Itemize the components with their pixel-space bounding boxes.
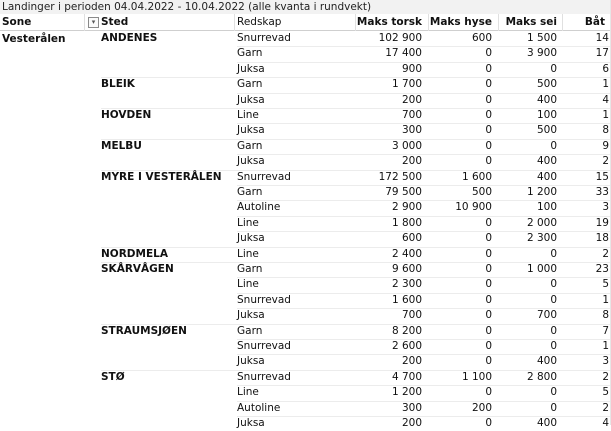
cell-bat: 2 — [602, 401, 609, 414]
column-divider — [84, 14, 85, 31]
cell-maks-hyse: 0 — [485, 247, 492, 260]
cell-maks-hyse: 0 — [485, 47, 492, 60]
cell-bat: 3 — [602, 201, 609, 214]
place-label: MELBU — [101, 139, 142, 152]
column-divider — [355, 14, 356, 31]
cell-bat: 3 — [602, 355, 609, 368]
place-label: STRAUMSJØEN — [101, 324, 187, 337]
cell-maks-sei: 0 — [550, 139, 557, 152]
cell-maks-hyse: 200 — [471, 401, 492, 414]
cell-bat: 18 — [595, 232, 609, 245]
row-divider — [101, 77, 611, 78]
cell-maks-torsk: 1 800 — [391, 216, 422, 229]
cell-bat: 19 — [595, 216, 609, 229]
cell-bat: 17 — [595, 47, 609, 60]
cell-bat: 5 — [602, 386, 609, 399]
place-label: STØ — [101, 370, 125, 383]
cell-maks-torsk: 200 — [401, 417, 422, 429]
cell-maks-hyse: 0 — [485, 216, 492, 229]
cell-maks-torsk: 700 — [401, 309, 422, 322]
cell-maks-sei: 1 200 — [526, 186, 557, 198]
cell-maks-hyse: 500 — [471, 186, 492, 198]
cell-redskap: Juksa — [237, 232, 265, 245]
cell-redskap: Line — [237, 247, 259, 260]
cell-maks-torsk: 8 200 — [391, 324, 422, 337]
cell-maks-sei: 400 — [536, 155, 557, 168]
cell-maks-hyse: 0 — [485, 309, 492, 322]
cell-maks-torsk: 2 600 — [391, 340, 422, 352]
cell-maks-torsk: 300 — [401, 124, 422, 137]
cell-bat: 23 — [595, 263, 609, 275]
cell-bat: 15 — [595, 170, 609, 183]
place-label: SKÅRVÅGEN — [101, 263, 174, 275]
cell-maks-sei: 0 — [550, 324, 557, 337]
place-label: MYRE I VESTERÅLEN — [101, 170, 222, 183]
cell-redskap: Snurrevad — [237, 32, 291, 44]
header-sted[interactable]: Sted — [101, 16, 129, 28]
cell-maks-torsk: 600 — [401, 232, 422, 245]
cell-bat: 33 — [595, 186, 609, 198]
zone-label: Vesterålen — [2, 33, 66, 45]
cell-redskap: Juksa — [237, 155, 265, 168]
cell-bat: 4 — [602, 417, 609, 429]
cell-bat: 2 — [602, 247, 609, 260]
header-row — [0, 14, 611, 31]
cell-maks-torsk: 79 500 — [385, 186, 422, 198]
filter-icon[interactable]: ▾ — [88, 17, 99, 28]
cell-redskap: Snurrevad — [237, 293, 291, 306]
column-divider — [498, 14, 499, 31]
cell-bat: 9 — [602, 139, 609, 152]
cell-maks-torsk: 1 600 — [391, 293, 422, 306]
cell-maks-torsk: 200 — [401, 155, 422, 168]
header-maks-hyse[interactable]: Maks hyse — [429, 16, 492, 28]
cell-maks-hyse: 0 — [485, 417, 492, 429]
cell-maks-torsk: 4 700 — [391, 370, 422, 383]
header-bat[interactable]: Båt — [584, 16, 605, 28]
cell-maks-hyse: 0 — [485, 93, 492, 106]
title-bar — [0, 0, 611, 15]
table-title: Landinger i perioden 04.04.2022 - 10.04.2022 (alle kvanta i rundvekt) — [2, 1, 372, 13]
cell-maks-torsk: 1 700 — [391, 78, 422, 91]
cell-maks-hyse: 0 — [485, 109, 492, 121]
column-divider — [234, 14, 235, 31]
cell-maks-hyse: 0 — [485, 340, 492, 352]
cell-maks-sei: 0 — [550, 401, 557, 414]
cell-maks-torsk: 900 — [401, 62, 422, 75]
header-maks-torsk[interactable]: Maks torsk — [356, 16, 422, 28]
cell-maks-sei: 1 500 — [526, 32, 557, 44]
cell-maks-torsk: 2 400 — [391, 247, 422, 260]
cell-maks-sei: 0 — [550, 293, 557, 306]
cell-maks-hyse: 0 — [485, 232, 492, 245]
cell-redskap: Autoline — [237, 201, 281, 214]
cell-maks-sei: 0 — [550, 247, 557, 260]
cell-bat: 1 — [602, 109, 609, 121]
cell-maks-sei: 3 900 — [526, 47, 557, 60]
cell-maks-torsk: 3 000 — [391, 139, 422, 152]
cell-maks-sei: 1 000 — [526, 263, 557, 275]
cell-maks-sei: 400 — [536, 417, 557, 429]
cell-bat: 2 — [602, 370, 609, 383]
cell-redskap: Garn — [237, 186, 263, 198]
place-label: NORDMELA — [101, 247, 168, 260]
cell-maks-hyse: 1 100 — [461, 370, 492, 383]
cell-bat: 7 — [602, 324, 609, 337]
cell-maks-torsk: 700 — [401, 109, 422, 121]
cell-maks-hyse: 0 — [485, 139, 492, 152]
cell-redskap: Line — [237, 109, 259, 121]
cell-bat: 6 — [602, 62, 609, 75]
cell-maks-sei: 700 — [536, 309, 557, 322]
cell-redskap: Snurrevad — [237, 340, 291, 352]
cell-bat: 2 — [602, 155, 609, 168]
cell-bat: 1 — [602, 340, 609, 352]
header-maks-sei[interactable]: Maks sei — [505, 16, 557, 28]
cell-maks-torsk: 200 — [401, 355, 422, 368]
cell-redskap: Garn — [237, 47, 263, 60]
cell-bat: 1 — [602, 293, 609, 306]
header-sone[interactable]: Sone — [2, 16, 32, 28]
cell-maks-hyse: 0 — [485, 263, 492, 275]
cell-maks-torsk: 2 300 — [391, 278, 422, 291]
place-label: BLEIK — [101, 78, 135, 91]
cell-maks-hyse: 0 — [485, 324, 492, 337]
place-label: ANDENES — [101, 32, 158, 44]
cell-maks-hyse: 0 — [485, 155, 492, 168]
cell-redskap: Juksa — [237, 309, 265, 322]
cell-maks-torsk: 17 400 — [385, 47, 422, 60]
cell-maks-sei: 2 800 — [526, 370, 557, 383]
cell-bat: 14 — [595, 32, 609, 44]
cell-maks-torsk: 300 — [401, 401, 422, 414]
cell-maks-hyse: 10 900 — [455, 201, 492, 214]
cell-redskap: Snurrevad — [237, 370, 291, 383]
cell-bat: 4 — [602, 93, 609, 106]
cell-redskap: Garn — [237, 324, 263, 337]
cell-maks-torsk: 102 900 — [378, 32, 422, 44]
place-label: HOVDEN — [101, 109, 152, 121]
cell-redskap: Juksa — [237, 124, 265, 137]
cell-maks-sei: 100 — [536, 109, 557, 121]
header-redskap[interactable]: Redskap — [237, 16, 282, 28]
cell-maks-torsk: 1 200 — [391, 386, 422, 399]
cell-maks-hyse: 0 — [485, 78, 492, 91]
cell-redskap: Garn — [237, 78, 263, 91]
cell-maks-sei: 500 — [536, 78, 557, 91]
cell-maks-hyse: 0 — [485, 355, 492, 368]
row-divider — [101, 108, 611, 109]
cell-maks-torsk: 2 900 — [391, 201, 422, 214]
row-divider — [101, 139, 611, 140]
cell-maks-sei: 2 300 — [526, 232, 557, 245]
cell-redskap: Snurrevad — [237, 170, 291, 183]
cell-maks-sei: 0 — [550, 386, 557, 399]
cell-maks-sei: 0 — [550, 340, 557, 352]
cell-maks-torsk: 200 — [401, 93, 422, 106]
cell-redskap: Juksa — [237, 355, 265, 368]
cell-maks-sei: 500 — [536, 124, 557, 137]
cell-redskap: Line — [237, 278, 259, 291]
cell-maks-sei: 0 — [550, 278, 557, 291]
column-divider — [428, 14, 429, 31]
cell-maks-sei: 400 — [536, 93, 557, 106]
cell-maks-hyse: 600 — [471, 32, 492, 44]
cell-maks-torsk: 172 500 — [378, 170, 422, 183]
cell-maks-hyse: 1 600 — [461, 170, 492, 183]
cell-maks-hyse: 0 — [485, 124, 492, 137]
cell-maks-sei: 400 — [536, 355, 557, 368]
cell-redskap: Line — [237, 216, 259, 229]
cell-bat: 8 — [602, 124, 609, 137]
cell-redskap: Garn — [237, 139, 263, 152]
cell-maks-hyse: 0 — [485, 62, 492, 75]
cell-redskap: Juksa — [237, 62, 265, 75]
cell-maks-hyse: 0 — [485, 386, 492, 399]
cell-redskap: Juksa — [237, 93, 265, 106]
cell-redskap: Juksa — [237, 417, 265, 429]
column-divider — [562, 14, 563, 31]
cell-bat: 5 — [602, 278, 609, 291]
cell-maks-sei: 2 000 — [526, 216, 557, 229]
cell-maks-sei: 400 — [536, 170, 557, 183]
cell-bat: 8 — [602, 309, 609, 322]
cell-redskap: Line — [237, 386, 259, 399]
cell-bat: 1 — [602, 78, 609, 91]
cell-maks-hyse: 0 — [485, 278, 492, 291]
cell-maks-sei: 0 — [550, 62, 557, 75]
cell-maks-sei: 100 — [536, 201, 557, 214]
cell-maks-hyse: 0 — [485, 293, 492, 306]
cell-redskap: Garn — [237, 263, 263, 275]
row-divider — [101, 247, 611, 248]
cell-redskap: Autoline — [237, 401, 281, 414]
cell-maks-torsk: 9 600 — [391, 263, 422, 275]
